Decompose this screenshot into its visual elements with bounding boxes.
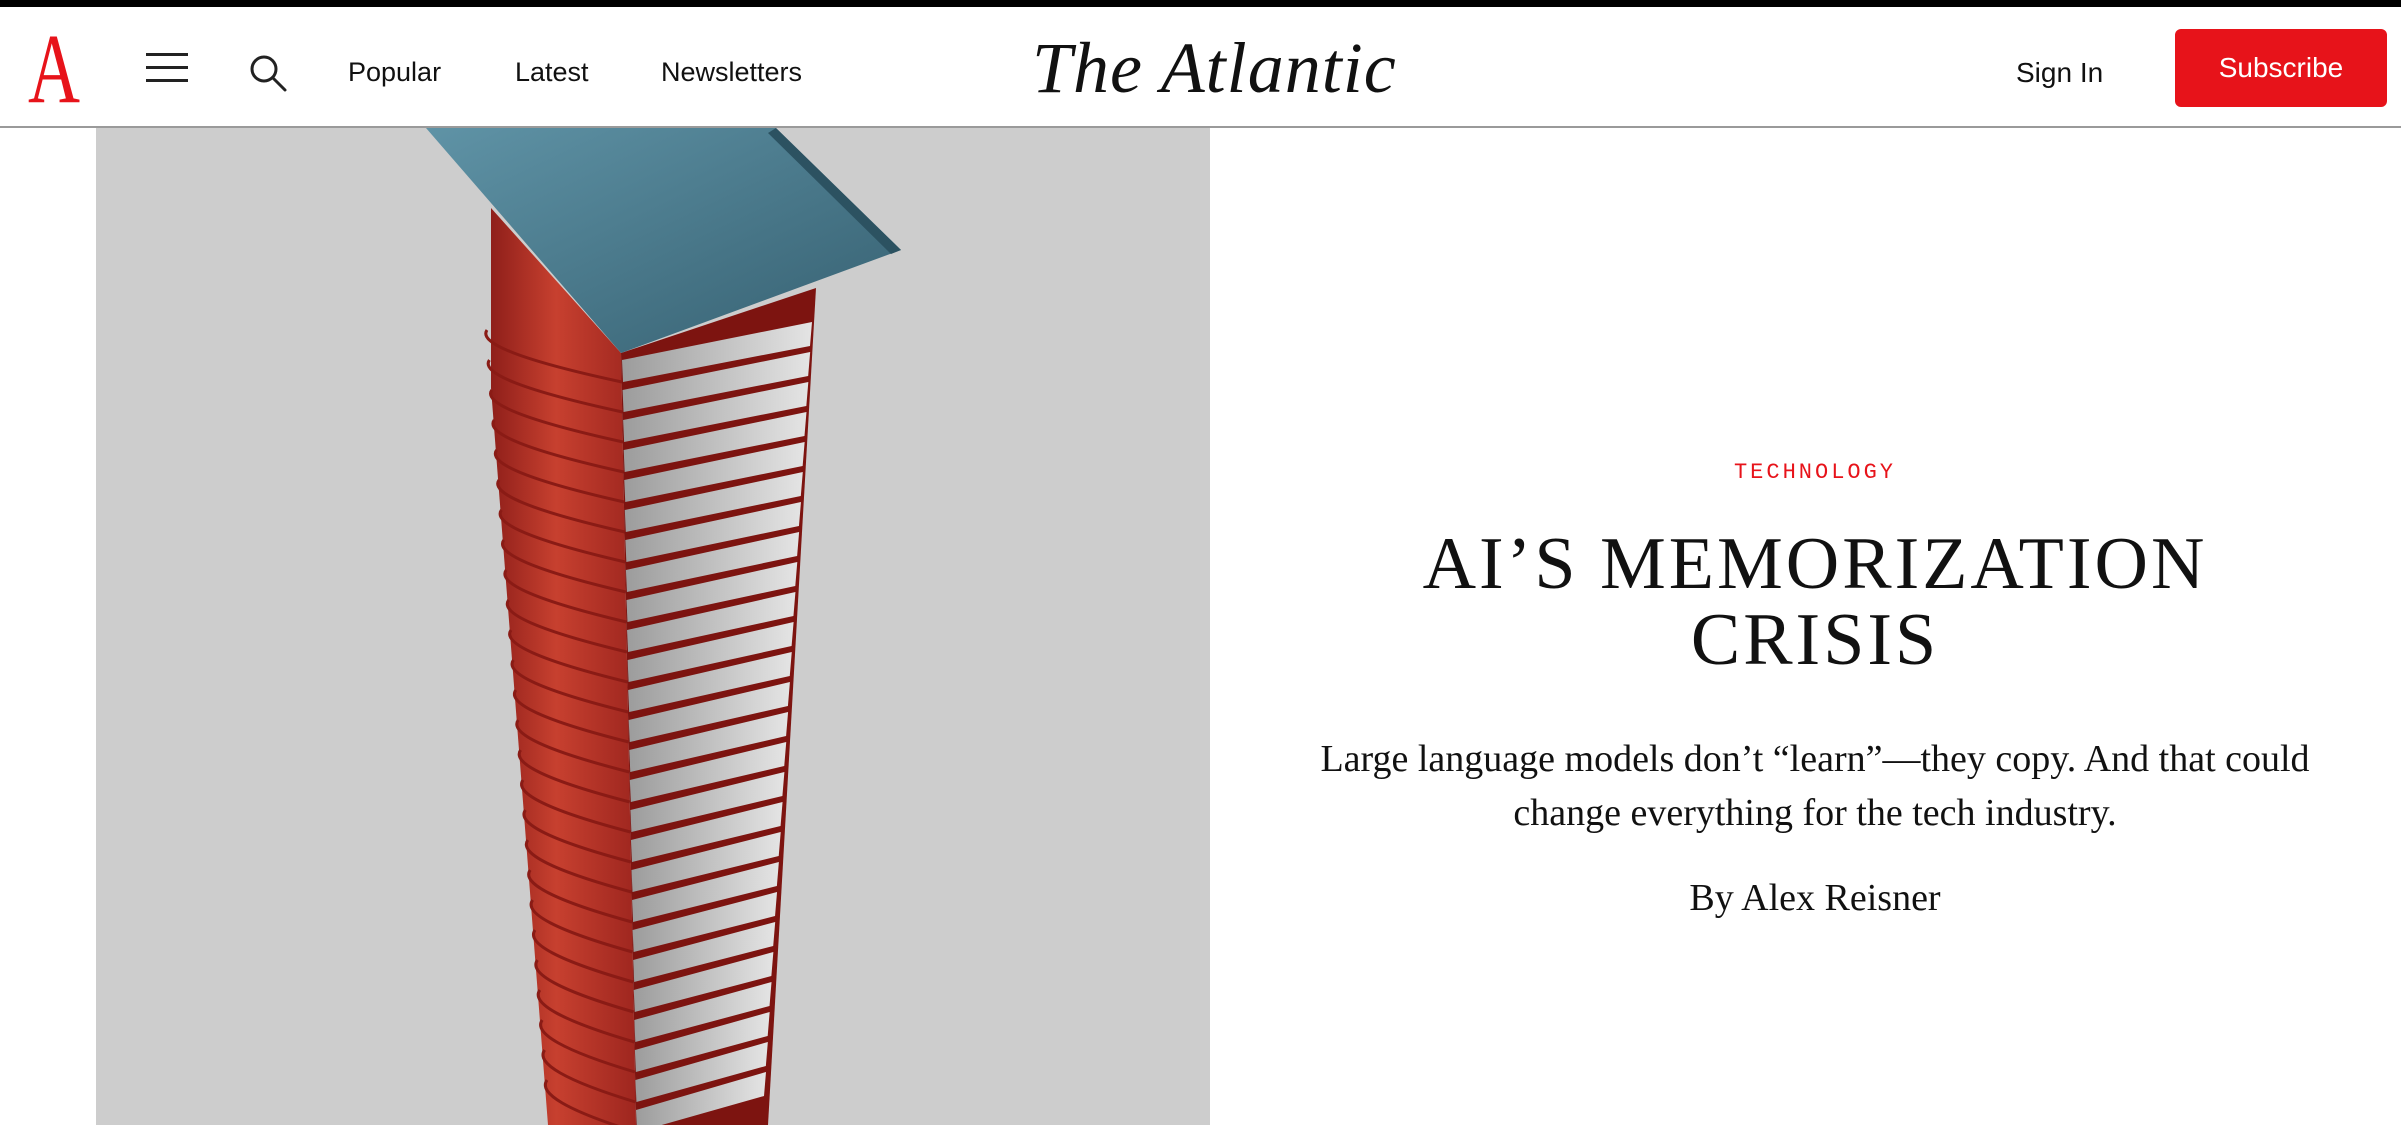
sign-in-link[interactable]: Sign In [2016, 57, 2104, 88]
top-black-bar [0, 0, 2401, 7]
article-headline [1260, 523, 2370, 681]
hero-illustration [96, 128, 1210, 1125]
masthead-logo[interactable]: The Atlantic [1032, 28, 1397, 108]
section-label[interactable]: TECHNOLOGY [1733, 460, 1897, 485]
article-byline[interactable]: By Alex Reisner [1689, 877, 1941, 919]
search-icon[interactable] [248, 53, 288, 93]
headline-line-2: CRISIS [1690, 599, 1940, 681]
article-dek: Large language models don’t “learn”—they copy. And that could change everything for the tech industry. [1320, 738, 2310, 834]
nav-newsletters[interactable]: Newsletters [661, 57, 803, 87]
book-stack-illustration [96, 128, 1210, 1125]
site-header [0, 7, 2401, 128]
nav-popular[interactable]: Popular [348, 57, 442, 87]
atlantic-logo[interactable]: A [28, 13, 80, 124]
hamburger-menu-icon[interactable] [146, 49, 188, 85]
nav-latest[interactable]: Latest [515, 57, 589, 87]
headline-line-1: AI’S MEMORIZATION [1422, 523, 2208, 605]
subscribe-button[interactable]: Subscribe [2175, 29, 2387, 107]
